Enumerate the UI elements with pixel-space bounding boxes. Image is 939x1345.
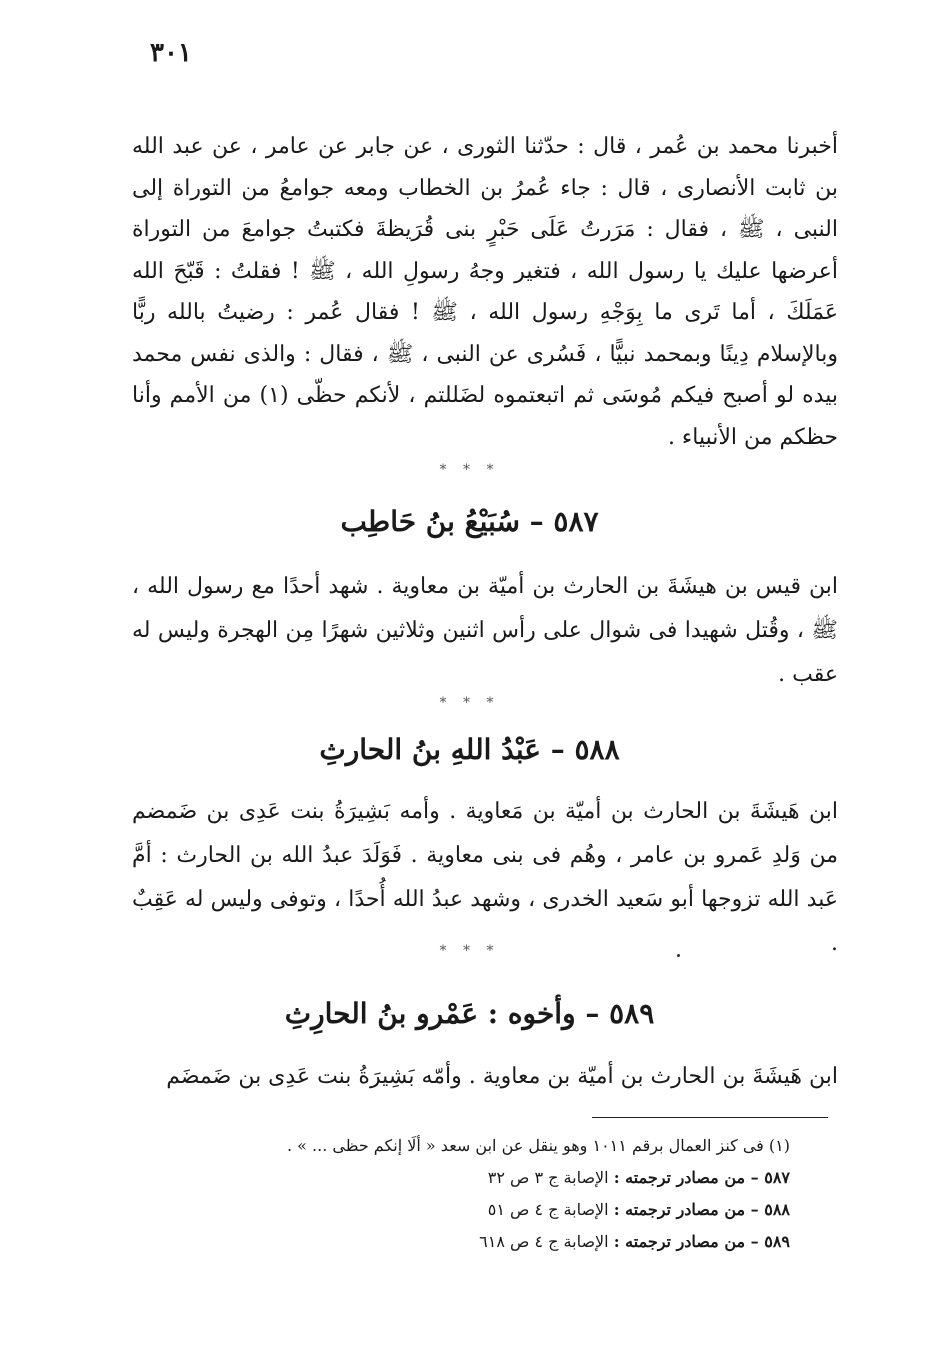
intro-paragraph bbox=[132, 126, 838, 458]
source-label: ٥٨٨ – من مصادر ترجمته : bbox=[613, 1200, 790, 1219]
source-label: ٥٨٩ – من مصادر ترجمته : bbox=[613, 1232, 790, 1251]
section-separator: * * * bbox=[439, 462, 500, 478]
stray-dot bbox=[677, 954, 680, 957]
page-number: ٣٠١ bbox=[150, 38, 192, 68]
source-line-589 bbox=[150, 1226, 790, 1258]
source-value: الإصابة ج ٣ ص ٣٢ bbox=[487, 1168, 609, 1187]
source-label: ٥٨٧ – من مصادر ترجمته : bbox=[613, 1168, 790, 1187]
section-separator: * * * bbox=[439, 943, 500, 959]
entry-paragraph: ابن هَيشَةَ بن الحارث بن أميّة بن معاوية . وأمّه بَشِيرَةُ بنت عَدِى بن ضَمضَم bbox=[166, 1064, 838, 1089]
intro-text: أخبرنا محمد بن عُمر ، قال : حدّثنا الثورى ، عن جابر عن عامر ، عن عبد الله بن ثابت الأنصارى ، قال : جاء عُمرُ بن الخطاب ومعه جوامعُ من التوراة إلى النبى ، ﷺ ، فقال : مَرَرتُ عَلَى حَبْرٍ بنى قُرَيظةَ فكتبتُ جوامعَ من التوراة أعرضها عليك يا رسول الله ، فتغير وجهُ رسولِ الله ، ﷺ ! فقلتُ : قَبّحَ الله عَمَلَكَ ، أما تَرى ما بِوَجْهِ رسول الله ، ﷺ ! فقال عُمر : رضيتُ بالله ربًّا وبالإسلام دِينًا وبمحمد نبيًّا ، فَسُرى عن النبى ، ﷺ ، فقال : والذى نفس محمد بيده لو أصبح فيكم مُوسَى ثم اتبعتموه لضَللتم ، لأنكم حظّى (١) من الأمم وأنا حظكم من الأنبياء . bbox=[132, 134, 838, 450]
entry-text-588 bbox=[132, 790, 838, 966]
source-line-587 bbox=[150, 1162, 790, 1194]
source-value: الإصابة ج ٤ ص ٦١٨ bbox=[479, 1232, 609, 1251]
source-value: الإصابة ج ٤ ص ٥١ bbox=[487, 1200, 609, 1219]
entry-paragraph: ابن هَيشَةَ بن الحارث بن أميّة بن مَعاوية . وأمه بَشِيرَةُ بنت عَدِى بن ضَمضم من وَلدِ عَمرو بن عامر ، وهُم فى بنى معاوية . فَوَلَدَ عبدُ الله بن الحارث : أمَّ عَبد الله تزوجها أبو سَعيد الخدرى ، وشهد عبدُ الله أُحدًا ، وتوفى وليس له عَقِبٌ . bbox=[132, 799, 838, 956]
footnotes bbox=[150, 1130, 790, 1258]
entry-heading-589: ٥٨٩ – وأخوه : عَمْرو بنُ الحارِثِ bbox=[284, 997, 655, 1030]
footnote-1: (١) فى كنز العمال برقم ١٠١١ وهو ينقل عن ابن سعد « ألَا إنكم حظى ... » . bbox=[286, 1136, 790, 1155]
entry-text-589 bbox=[132, 1055, 838, 1099]
entry-paragraph: ابن قيس بن هيشَةَ بن الحارث بن أميّة بن معاوية . شهد أحدًا مع رسول الله ، ﷺ ، وقُتل شهيدا فى شوال على رأس اثنين وثلاثين شهرًا مِن الهجرة وليس له عقب . bbox=[132, 574, 838, 687]
entry-heading-587: ٥٨٧ – سُبَيْعُ بنُ حَاطِب bbox=[340, 505, 599, 538]
entry-heading-588: ٥٨٨ – عَبْدُ اللهِ بنُ الحارثِ bbox=[319, 733, 620, 766]
footnote-divider bbox=[592, 1117, 828, 1118]
section-separator: * * * bbox=[439, 695, 500, 711]
source-line-588 bbox=[150, 1194, 790, 1226]
entry-text-587 bbox=[132, 565, 838, 697]
